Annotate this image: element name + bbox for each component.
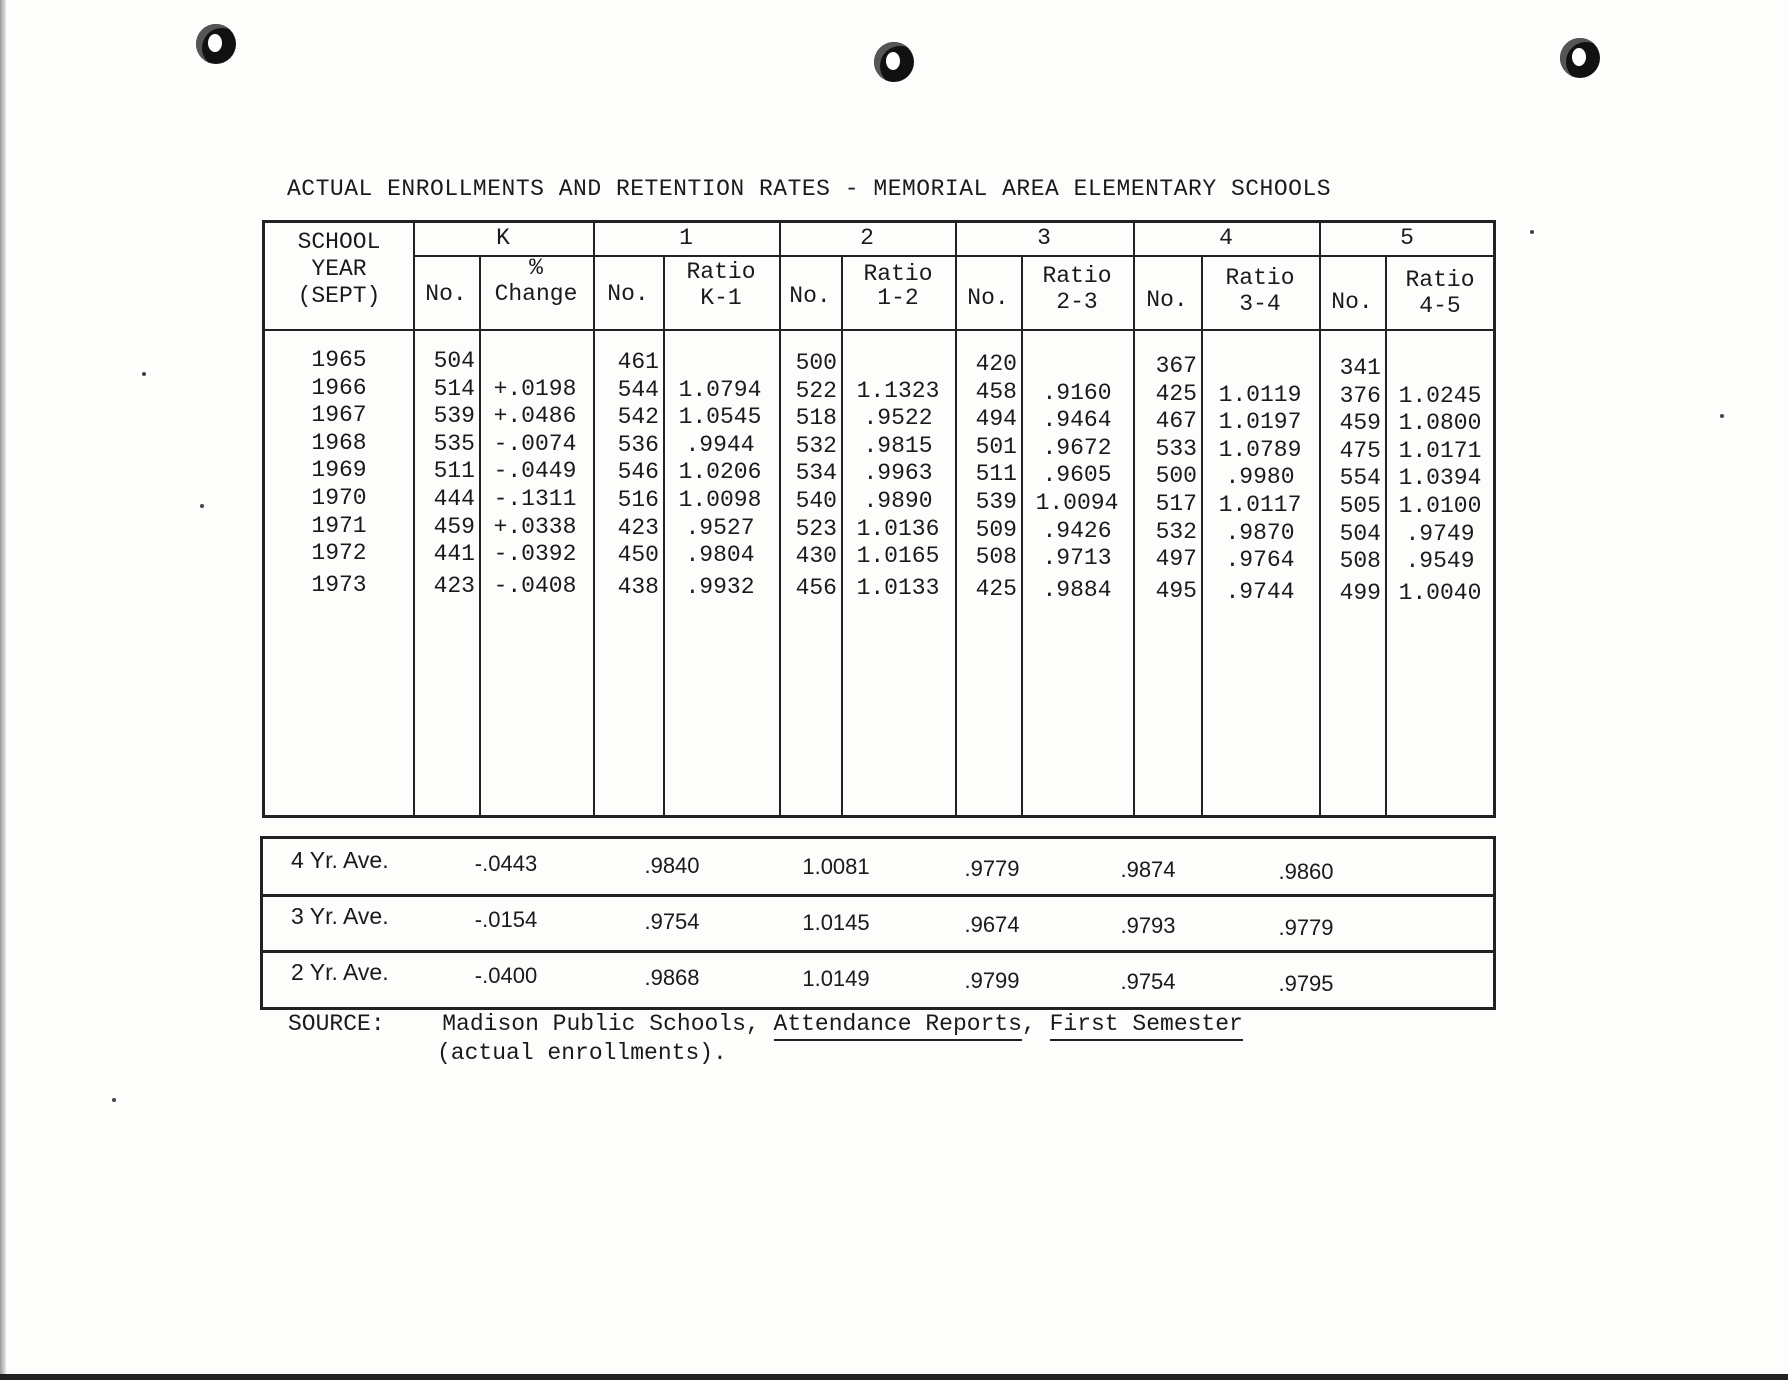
cell-k-change: +.0198 xyxy=(493,375,577,402)
scan-speck xyxy=(1720,414,1724,418)
header-g3-ratio: Ratio xyxy=(1042,263,1112,289)
header-k-change: Change xyxy=(494,281,578,307)
cell-g1-no: 516 xyxy=(617,487,659,513)
cell-g1-ratio: .9527 xyxy=(685,514,755,541)
cell-g5-no: 499 xyxy=(1339,579,1381,606)
cell-g5-ratio: 1.0171 xyxy=(1398,437,1482,464)
punch-hole-left xyxy=(196,24,236,64)
cell-k-change: -.1311 xyxy=(493,486,577,512)
average-value: .9799 xyxy=(964,967,1020,993)
cell-year: 1969 xyxy=(311,457,367,484)
average-row-label: 2 Yr. Ave. xyxy=(291,959,389,985)
cell-g1-ratio: 1.0545 xyxy=(678,404,762,431)
cell-g2-no: 540 xyxy=(795,488,837,514)
cell-g5-no: 459 xyxy=(1339,410,1381,437)
header-g3-no: No. xyxy=(967,285,1009,311)
scan-speck xyxy=(112,1098,116,1102)
header-g3-ratio-label: 2-3 xyxy=(1056,289,1098,315)
cell-g1-ratio: 1.0098 xyxy=(678,487,762,513)
scan-speck xyxy=(142,372,146,376)
cell-k-no: 539 xyxy=(433,403,475,430)
punch-hole-right xyxy=(1560,38,1600,78)
cell-year: 1967 xyxy=(311,402,367,429)
cell-k-no: 504 xyxy=(433,348,475,374)
cell-g3-ratio: .9464 xyxy=(1042,407,1112,434)
cell-g3-no: 501 xyxy=(975,433,1017,460)
cell-g2-no: 456 xyxy=(795,574,837,601)
average-value: .9874 xyxy=(1120,857,1176,882)
cell-g2-ratio: .9963 xyxy=(863,460,933,487)
cell-k-change: +.0486 xyxy=(493,403,577,430)
cell-g1-no: 438 xyxy=(617,573,659,600)
source-report: Attendance Reports xyxy=(774,1011,1022,1041)
cell-k-no: 444 xyxy=(433,486,475,512)
header-g5-ratio: Ratio xyxy=(1405,267,1475,293)
cell-g4-ratio: 1.0117 xyxy=(1218,492,1302,518)
header-year: YEAR xyxy=(311,256,367,282)
cell-g4-ratio: .9980 xyxy=(1225,464,1295,491)
cell-g2-ratio: .9522 xyxy=(863,405,933,432)
cell-g2-no: 534 xyxy=(795,460,837,487)
average-value: .9793 xyxy=(1120,913,1176,938)
average-value: .9840 xyxy=(644,852,700,878)
header-grade-k: K xyxy=(496,225,510,251)
average-value: 1.0149 xyxy=(802,966,870,991)
cell-k-no: 459 xyxy=(433,513,475,540)
header-g2-ratio-label: 1-2 xyxy=(877,285,919,311)
cell-year: 1970 xyxy=(311,485,367,511)
source-note xyxy=(288,1010,1243,1068)
header-g4-ratio-label: 3-4 xyxy=(1239,291,1281,317)
source-semester: First Semester xyxy=(1050,1011,1243,1041)
cell-g5-no: 341 xyxy=(1339,355,1381,381)
cell-g2-ratio: 1.0133 xyxy=(856,574,940,601)
cell-k-no: 423 xyxy=(433,572,475,599)
cell-g4-no: 497 xyxy=(1155,546,1197,573)
cell-g1-no: 450 xyxy=(617,542,659,569)
averages-table xyxy=(260,836,1496,1010)
cell-g1-no: 546 xyxy=(617,459,659,486)
cell-year: 1971 xyxy=(311,512,367,539)
cell-g3-ratio: .9605 xyxy=(1042,462,1112,489)
cell-g5-ratio: 1.0040 xyxy=(1398,579,1482,606)
cell-g4-ratio: 1.0197 xyxy=(1218,409,1302,436)
cell-g5-ratio: 1.0800 xyxy=(1398,410,1482,437)
page-left-edge xyxy=(0,0,6,1380)
cell-g4-no: 495 xyxy=(1155,577,1197,604)
average-row-label: 3 Yr. Ave. xyxy=(291,903,389,929)
cell-year: 1973 xyxy=(311,571,367,598)
average-value: -.0154 xyxy=(474,907,538,932)
averages-row-divider xyxy=(263,894,1493,897)
cell-g1-ratio: 1.0206 xyxy=(678,459,762,486)
header-g4-ratio: Ratio xyxy=(1225,265,1295,291)
cell-g1-no: 461 xyxy=(617,349,659,375)
header-g1-no: No. xyxy=(607,281,649,307)
cell-g3-no: 539 xyxy=(975,489,1017,515)
cell-g4-ratio: 1.0119 xyxy=(1218,381,1302,408)
cell-g2-ratio: 1.0136 xyxy=(856,515,940,542)
cell-g4-no: 425 xyxy=(1155,380,1197,407)
cell-k-change: -.0392 xyxy=(493,541,577,568)
cell-g4-no: 517 xyxy=(1155,491,1197,517)
cell-g3-no: 508 xyxy=(975,544,1017,571)
header-grade-4: 4 xyxy=(1219,225,1233,251)
cell-g4-no: 533 xyxy=(1155,435,1197,462)
cell-g4-ratio: .9744 xyxy=(1225,578,1295,605)
header-g5-no: No. xyxy=(1331,289,1373,315)
average-value: 1.0145 xyxy=(802,910,870,935)
cell-g2-ratio: .9815 xyxy=(863,432,933,459)
average-value: .9779 xyxy=(964,855,1020,881)
cell-g4-no: 532 xyxy=(1155,518,1197,545)
cell-g2-no: 522 xyxy=(795,377,837,404)
average-value: .9868 xyxy=(644,964,700,990)
cell-g2-ratio: 1.1323 xyxy=(856,377,940,404)
cell-k-no: 511 xyxy=(433,458,475,485)
cell-g3-no: 494 xyxy=(975,406,1017,433)
cell-g4-no: 467 xyxy=(1155,408,1197,435)
cell-g2-no: 523 xyxy=(795,515,837,542)
cell-g5-ratio: 1.0100 xyxy=(1398,493,1482,519)
average-value: -.0443 xyxy=(474,851,538,876)
cell-g2-no: 518 xyxy=(795,405,837,432)
cell-g5-no: 554 xyxy=(1339,465,1381,492)
cell-year: 1965 xyxy=(311,347,367,373)
cell-g5-ratio: 1.0394 xyxy=(1398,465,1482,492)
cell-g3-no: 511 xyxy=(975,461,1017,488)
header-g4-no: No. xyxy=(1146,287,1188,313)
average-value: 1.0081 xyxy=(802,854,870,879)
header-sept: (SEPT) xyxy=(297,283,381,309)
source-line-2 xyxy=(288,1039,1243,1068)
average-value: .9674 xyxy=(964,911,1020,937)
cell-g1-ratio: 1.0794 xyxy=(678,376,762,403)
cell-k-change: -.0408 xyxy=(493,572,577,599)
cell-g1-ratio: .9944 xyxy=(685,431,755,458)
average-row-label: 4 Yr. Ave. xyxy=(291,847,389,873)
cell-g5-no: 505 xyxy=(1339,493,1381,519)
cell-k-no: 535 xyxy=(433,430,475,457)
source-label: SOURCE: xyxy=(288,1011,385,1037)
scan-speck xyxy=(200,504,204,508)
header-grade-3: 3 xyxy=(1037,225,1051,251)
cell-g4-no: 500 xyxy=(1155,463,1197,490)
cell-k-no: 441 xyxy=(433,541,475,568)
average-value: .9860 xyxy=(1278,858,1334,884)
cell-g1-no: 423 xyxy=(617,514,659,541)
cell-g5-ratio: 1.0245 xyxy=(1398,382,1482,409)
average-value: -.0400 xyxy=(474,963,538,988)
header-g2-ratio: Ratio xyxy=(863,261,933,287)
cell-k-change: -.0074 xyxy=(493,430,577,457)
average-value: .9779 xyxy=(1278,914,1334,940)
punch-hole-center xyxy=(874,42,914,82)
cell-k-change: +.0338 xyxy=(493,513,577,540)
cell-g5-no: 376 xyxy=(1339,382,1381,409)
document-title: ACTUAL ENROLLMENTS AND RETENTION RATES - MEMORIAL AREA ELEMENTARY SCHOOLS xyxy=(287,176,1332,202)
cell-g2-ratio: 1.0165 xyxy=(856,543,940,570)
cell-g5-ratio: .9749 xyxy=(1405,520,1475,547)
cell-g1-ratio: .9804 xyxy=(685,542,755,569)
cell-g2-no: 430 xyxy=(795,543,837,570)
enrollment-table xyxy=(262,220,1496,818)
cell-g5-ratio: .9549 xyxy=(1405,548,1475,575)
cell-g1-ratio: .9932 xyxy=(685,573,755,600)
scan-speck xyxy=(1530,230,1534,234)
cell-k-no: 514 xyxy=(433,375,475,402)
cell-g3-ratio: .9672 xyxy=(1042,434,1112,461)
header-bottom-line xyxy=(265,329,1493,331)
cell-g1-no: 544 xyxy=(617,376,659,403)
cell-year: 1968 xyxy=(311,429,367,456)
cell-g4-ratio: 1.0789 xyxy=(1218,436,1302,463)
average-value: .9795 xyxy=(1278,970,1334,996)
cell-g3-no: 420 xyxy=(975,351,1017,377)
cell-g4-no: 367 xyxy=(1155,353,1197,379)
header-g1-ratio: Ratio xyxy=(686,259,756,285)
cell-g3-ratio: .9426 xyxy=(1042,517,1112,544)
header-g2-no: No. xyxy=(789,283,831,309)
cell-g1-no: 542 xyxy=(617,404,659,431)
header-g5-ratio-label: 4-5 xyxy=(1419,293,1461,319)
cell-g3-ratio: .9884 xyxy=(1042,576,1112,603)
cell-g3-ratio: 1.0094 xyxy=(1035,490,1119,516)
cell-g2-ratio: .9890 xyxy=(863,488,933,514)
cell-g5-no: 508 xyxy=(1339,548,1381,575)
cell-g5-no: 504 xyxy=(1339,520,1381,547)
cell-g4-ratio: .9870 xyxy=(1225,519,1295,546)
cell-g3-ratio: .9160 xyxy=(1042,379,1112,406)
header-k-no: No. xyxy=(425,281,467,307)
cell-g4-ratio: .9764 xyxy=(1225,547,1295,574)
cell-year: 1966 xyxy=(311,374,367,401)
cell-g2-no: 532 xyxy=(795,432,837,459)
source-note-text: (actual enrollments). xyxy=(437,1040,727,1066)
averages-row-divider xyxy=(263,950,1493,953)
cell-g3-ratio: .9713 xyxy=(1042,545,1112,572)
header-school: SCHOOL xyxy=(297,229,381,255)
cell-g2-no: 500 xyxy=(795,350,837,376)
cell-g1-no: 536 xyxy=(617,431,659,458)
header-grade-1: 1 xyxy=(679,225,693,251)
header-grade-5: 5 xyxy=(1400,225,1414,251)
cell-g3-no: 509 xyxy=(975,516,1017,543)
average-value: .9754 xyxy=(644,908,700,934)
cell-g5-no: 475 xyxy=(1339,437,1381,464)
cell-k-change: -.0449 xyxy=(493,458,577,485)
page-bottom-edge xyxy=(0,1374,1788,1380)
source-comma: , xyxy=(1021,1011,1036,1037)
source-publisher: Madison Public Schools, xyxy=(442,1011,760,1037)
header-g1-ratio-label: K-1 xyxy=(700,285,742,311)
header-grade-2: 2 xyxy=(860,225,874,251)
source-line-1 xyxy=(288,1010,1243,1039)
header-k-pct: % xyxy=(529,255,543,281)
cell-year: 1972 xyxy=(311,540,367,567)
average-value: .9754 xyxy=(1120,969,1176,994)
cell-g3-no: 458 xyxy=(975,378,1017,405)
cell-g3-no: 425 xyxy=(975,575,1017,602)
